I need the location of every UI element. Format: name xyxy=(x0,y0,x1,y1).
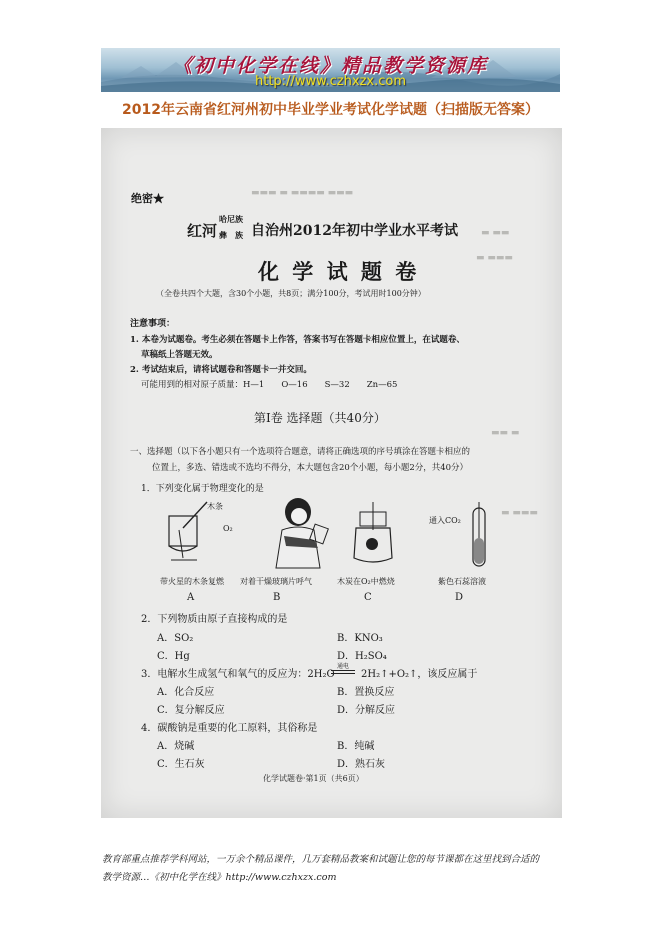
section-title: 第Ⅰ卷 选择题（共40分） xyxy=(254,411,386,425)
banner-url-link[interactable]: http://www.czhxzx.com xyxy=(255,74,406,89)
page-headline: 2012年云南省红河州初中毕业学业考试化学试题（扫描版无答案） xyxy=(122,102,539,118)
q3-reaction-arrow xyxy=(331,673,355,674)
q1-caption-a: 带火星的木条复燃 xyxy=(160,577,224,586)
q3-option-b: B．置换反应 xyxy=(337,687,395,698)
notice-item-2: 2. 考试结束后，请将试题卷和答题卡一并交回。 xyxy=(130,365,312,375)
part1-instructions-cont: 位置上，多选、错选或不选均不得分，本大题包含20个小题，每小题2分，共40分） xyxy=(152,463,469,473)
notice-item-1: 1. 本卷为试题卷。考生必须在答题卡上作答，答案书写在答题卡相应位置上，在试题卷、 xyxy=(130,335,465,345)
question-2: 2．下列物质由原子直接构成的是 xyxy=(141,614,288,625)
q3-condition: 通电 xyxy=(337,663,350,670)
exam-title: 自治州2012年初中学业水平考试 xyxy=(251,223,458,239)
paper-info: （全卷共四个大题，含30个小题，共8页；满分100分，考试用时100分钟） xyxy=(156,289,426,298)
footer-line-2[interactable]: 教学资源…《初中化学在线》http://www.czhxzx.com xyxy=(102,872,337,883)
bleed-through-decoration: ▬▬ ▬ xyxy=(491,428,520,438)
question-3: 3．电解水生成氢气和氧气的反应为：2H₂O xyxy=(141,669,335,680)
q1-o2-label: O₂ xyxy=(223,524,233,533)
q2-option-a: A．SO₂ xyxy=(157,633,194,644)
question-3-cont: 2H₂↑+O₂↑，该反应属于 xyxy=(361,669,478,680)
q1-wood-label: 木条 xyxy=(207,502,223,511)
q4-option-c: C．生石灰 xyxy=(157,759,205,770)
q3-option-a: A．化合反应 xyxy=(157,687,215,698)
burning-splint-figure xyxy=(161,498,241,568)
q1-option-a: A xyxy=(187,592,195,603)
footer-line-1: 教育部重点推荐学科网站，一万余个精品课件，几万套精品教案和试题让您的每节课都在这里找到合适的 xyxy=(102,854,540,865)
q1-option-d: D xyxy=(455,592,464,603)
bleed-through-decoration: ▬ ▬▬▬ xyxy=(476,253,513,263)
q1-caption-d: 紫色石蕊溶液 xyxy=(438,577,486,586)
q4-option-b: B．纯碱 xyxy=(337,741,375,752)
q2-option-c: C．Hg xyxy=(157,651,190,662)
bleed-through-decoration: ▬▬▬ ▬ ▬▬▬▬ ▬▬▬ xyxy=(251,188,354,198)
question-4: 4．碳酸钠是重要的化工原料，其俗称是 xyxy=(141,723,318,734)
site-banner xyxy=(101,48,560,92)
paper-title: 化 学 试 题 卷 xyxy=(258,259,420,284)
scanned-exam-page xyxy=(101,128,562,818)
q1-co2-label: 通入CO₂ xyxy=(429,516,461,525)
site-footer xyxy=(102,851,572,887)
exam-ethnic-top: 哈尼族 xyxy=(219,214,243,224)
q4-option-a: A．烧碱 xyxy=(157,741,195,752)
q4-option-d: D．熟石灰 xyxy=(337,759,386,770)
exam-ethnic-bottom: 彝 族 xyxy=(219,230,243,240)
q2-option-b: B．KNO₃ xyxy=(337,633,383,644)
q1-option-b: B xyxy=(273,592,281,603)
q3-reaction-arrow xyxy=(331,670,355,671)
secret-mark: 绝密★ xyxy=(131,192,164,205)
exam-page-footer: 化学试题卷·第1页（共6页） xyxy=(263,774,364,783)
q2-option-d: D．H₂SO₄ xyxy=(337,651,387,662)
banner-title: 《初中化学在线》精品教学资源库 xyxy=(172,55,488,77)
person-breathing-figure xyxy=(266,496,336,572)
bleed-through-decoration: ▬ ▬▬▬ xyxy=(501,508,538,518)
q1-caption-b: 对着干燥玻璃片呼气 xyxy=(240,577,312,586)
charcoal-in-oxygen-figure xyxy=(346,500,406,570)
q3-option-d: D．分解反应 xyxy=(337,705,396,716)
atomic-mass-info: 可能用到的相对原子质量：H—1 O—16 S—32 Zn—65 xyxy=(141,380,398,390)
q1-option-c: C xyxy=(364,592,372,603)
q3-option-c: C．复分解反应 xyxy=(157,705,225,716)
test-tube-figure xyxy=(461,500,501,575)
notice-title: 注意事项： xyxy=(130,319,176,329)
exam-region: 红河 xyxy=(187,222,218,240)
question-1: 1．下列变化属于物理变化的是 xyxy=(141,484,264,494)
notice-item-1-cont: 草稿纸上答题无效。 xyxy=(141,350,218,360)
part1-instructions: 一、选择题（以下各小题只有一个选项符合题意，请将正确选项的序号填涂在答题卡相应的 xyxy=(130,447,471,457)
q1-caption-c: 木炭在O₂中燃烧 xyxy=(337,577,395,586)
bleed-through-decoration: ▬ ▬▬ xyxy=(481,228,510,238)
